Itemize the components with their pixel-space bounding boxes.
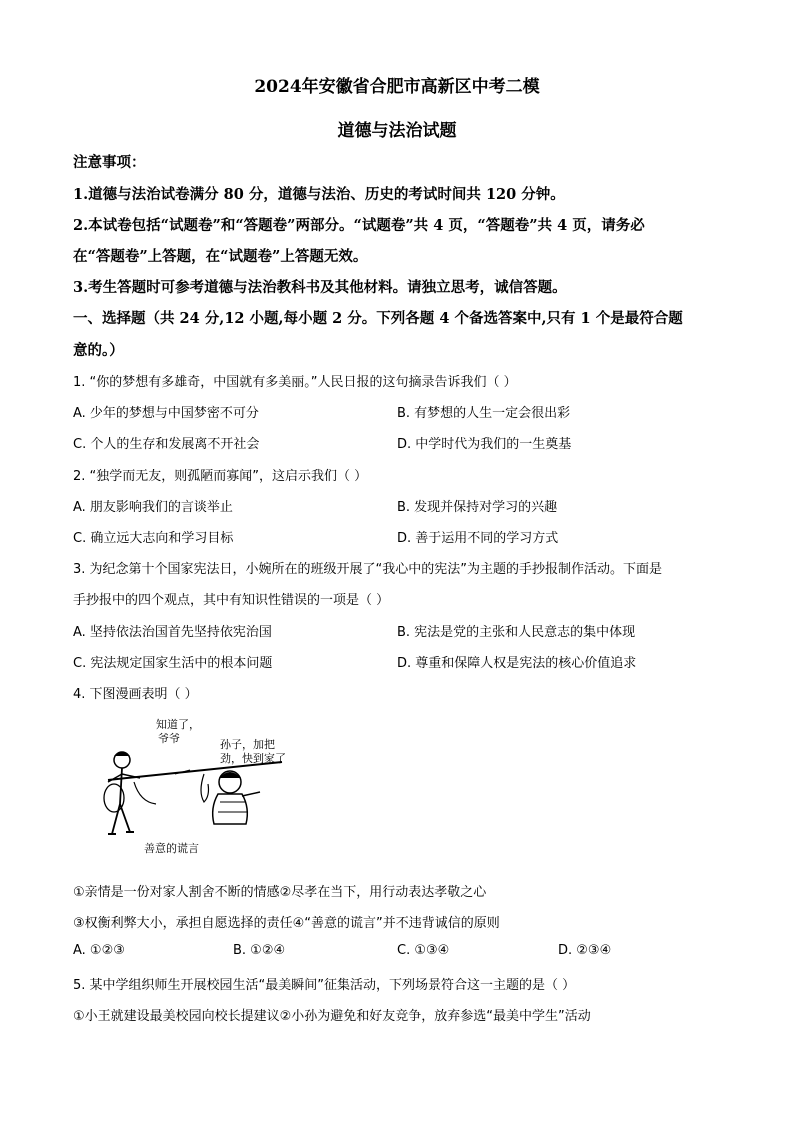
section-heading-continued: 意的。） (73, 342, 124, 359)
question-1-stem: 1. “你的梦想有多雄奇，中国就有多美丽。”人民日报的这句摘录告诉我们（ ） (73, 375, 517, 390)
question-3-option-b: B. 宪法是党的主张和人民意志的集中体现 (397, 625, 636, 640)
question-4-option-b: B. ①②④ (233, 943, 286, 958)
grandfather-figure (104, 752, 156, 834)
speech-left-line-1: 知道了， (156, 718, 200, 731)
question-3-stem: 3. 为纪念第十个国家宪法日，小婉所在的班级开展了“我心中的宪法”为主题的手抄报制作活动。下面是 (73, 562, 663, 577)
question-4-stem: 4. 下图漫画表明（ ） (73, 687, 198, 702)
question-3-option-d: D. 尊重和保障人权是宪法的核心价值追求 (397, 656, 637, 671)
question-3-option-c: C. 宪法规定国家生活中的根本问题 (73, 656, 273, 671)
note-3: 3.考生答题时可参考道德与法治教科书及其他材料。请独立思考，诚信答题。 (73, 279, 567, 296)
question-3-option-a: A. 坚持依法治国首先坚持依宪治国 (73, 625, 272, 640)
question-1-option-a: A. 少年的梦想与中国梦密不可分 (73, 406, 259, 421)
question-2-option-d: D. 善于运用不同的学习方式 (397, 531, 559, 546)
cartoon-caption: 善意的谎言 (144, 842, 199, 855)
question-1-option-c: C. 个人的生存和发展离不开社会 (73, 437, 260, 452)
grandson-figure (201, 771, 260, 824)
question-1-option-b: B. 有梦想的人生一定会很出彩 (397, 406, 571, 421)
speech-right-line-2: 劲，快到家了 (220, 752, 286, 765)
question-2-option-a: A. 朋友影响我们的言谈举止 (73, 500, 233, 515)
note-1: 1.道德与法治试卷满分 80 分，道德与法治、历史的考试时间共 120 分钟。 (73, 186, 565, 203)
speech-left-line-2: 爷爷 (158, 732, 180, 745)
question-3-stem-continued: 手抄报中的四个观点，其中有知识性错误的一项是（ ） (73, 593, 390, 608)
question-2-stem: 2. “独学而无友，则孤陋而寡闻”，这启示我们（ ） (73, 469, 368, 484)
question-2-option-c: C. 确立远大志向和学习目标 (73, 531, 234, 546)
question-4-statement-1: ①亲情是一份对家人割舍不断的情感②尽孝在当下，用行动表达孝敬之心 (73, 885, 487, 900)
exam-title: 2024年安徽省合肥市高新区中考二模 (254, 77, 540, 97)
note-2-continued: 在“答题卷”上答题，在“试题卷”上答题无效。 (73, 248, 368, 265)
question-1-option-d: D. 中学时代为我们的一生奠基 (397, 437, 572, 452)
question-4-option-c: C. ①③④ (397, 943, 450, 958)
question-5-statement-1: ①小王就建设最美校园向校长提建议②小孙为避免和好友竞争，放弃参选“最美中学生”活动 (73, 1009, 591, 1024)
speech-right-line-1: 孙子，加把 (220, 738, 275, 751)
question-2-option-b: B. 发现并保持对学习的兴趣 (397, 500, 558, 515)
question-4-statement-2: ③权衡利弊大小，承担自愿选择的责任④“善意的谎言”并不违背诚信的原则 (73, 916, 500, 931)
section-heading: 一、选择题（共 24 分,12 小题,每小题 2 分。下列各题 4 个备选答案中,只有 1 个是最符合题 (73, 310, 683, 327)
question-4-option-a: A. ①②③ (73, 943, 125, 958)
question-5-stem: 5. 某中学组织师生开展校园生活“最美瞬间”征集活动，下列场景符合这一主题的是（ ） (73, 978, 576, 993)
notes-heading: 注意事项： (73, 154, 146, 171)
note-2: 2.本试卷包括“试题卷”和“答题卷”两部分。“试题卷”共 4 页，“答题卷”共 4 页，请务必 (73, 217, 645, 234)
cartoon-illustration (100, 712, 300, 862)
question-4-option-d: D. ②③④ (558, 943, 612, 958)
exam-subtitle: 道德与法治试题 (337, 121, 457, 141)
